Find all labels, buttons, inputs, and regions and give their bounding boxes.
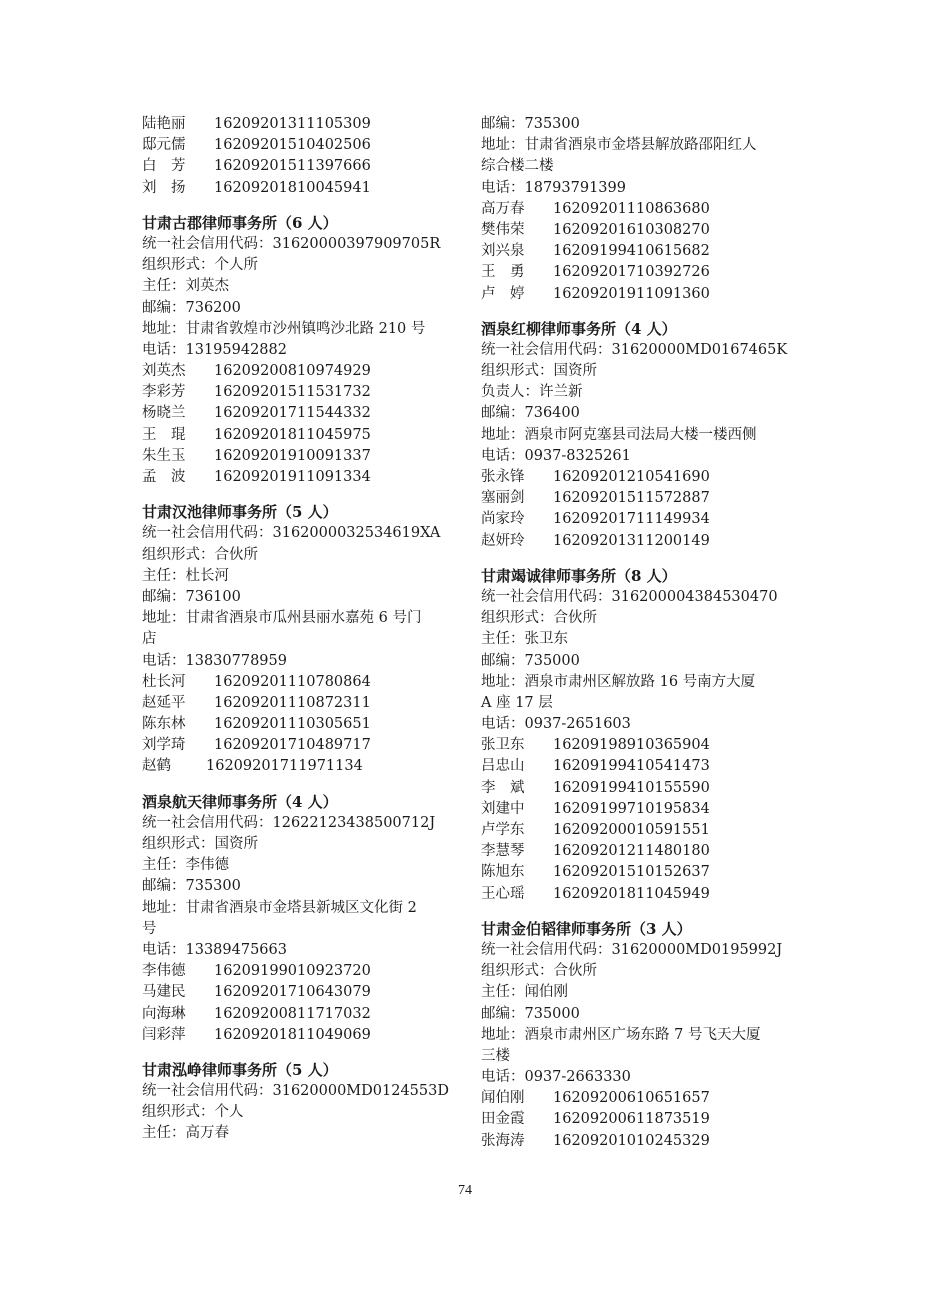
- license-number: 16209200010591551: [553, 822, 710, 838]
- license-number: 16209201710489717: [214, 737, 371, 754]
- lawyer-row: [481, 220, 801, 241]
- license-number: 16209201311105309: [214, 116, 371, 132]
- firm-info-line: 组织形式：合伙所: [142, 546, 258, 563]
- firm-info-line: 电话：0937-8325261: [481, 447, 631, 464]
- firm-info-line: 电话：18793791399: [481, 179, 626, 196]
- license-number: 16209201710643079: [214, 984, 371, 1001]
- firm-heading: 甘肃竭诚律师事务所（8 人）: [481, 566, 677, 585]
- lawyer-name: 闻伯刚: [481, 1090, 525, 1107]
- lawyer-row: [142, 114, 462, 135]
- page-number: 74: [458, 1183, 472, 1198]
- firm-heading: 甘肃古郡律师事务所（6 人）: [142, 213, 338, 232]
- lawyer-name: 杨晓兰: [142, 405, 186, 422]
- firm-info-line: 主任：杜长河: [142, 567, 229, 584]
- lawyer-row: [142, 714, 462, 735]
- license-number: 16209201811049069: [214, 1026, 371, 1043]
- left-column: [142, 114, 462, 1145]
- lawyer-row: [481, 1109, 801, 1130]
- lawyer-row: [481, 488, 801, 509]
- firm-info-line: 主任：高万春: [142, 1125, 229, 1142]
- lawyer-row: [142, 425, 462, 446]
- lawyer-row: [142, 467, 462, 488]
- firm-info-line: 电话：0937-2663330: [481, 1069, 631, 1086]
- firm-info-line: 综合楼二楼: [481, 158, 554, 175]
- lawyer-name: 王心瑶: [481, 885, 525, 902]
- lawyer-name: 向海琳: [142, 1005, 186, 1022]
- lawyer-row: [481, 509, 801, 530]
- license-number: 16209201710392726: [553, 264, 710, 281]
- lawyer-name: 马建民: [142, 984, 186, 1001]
- firm-heading: 酒泉航天律师事务所（4 人）: [142, 792, 338, 811]
- lawyer-name: 李彩芳: [142, 384, 186, 401]
- lawyer-row: [481, 884, 801, 905]
- license-number: 16209201610308270: [553, 221, 710, 238]
- firm-info-line: 统一社会信用代码：31620000397909705R: [142, 235, 441, 252]
- firm-info-line: 地址：甘肃省酒泉市瓜州县丽水嘉苑 6 号门: [142, 610, 422, 627]
- lawyer-name: 刘兴泉: [481, 243, 525, 260]
- firm-info-line: 统一社会信用代码：31620000MD0195992J: [481, 941, 783, 958]
- license-number: 16209201711544332: [214, 405, 371, 422]
- firm-info-line: 统一社会信用代码：31620000MD0167465K: [481, 341, 788, 358]
- lawyer-row: [481, 799, 801, 820]
- lawyer-row: [142, 1004, 462, 1025]
- lawyer-row: [142, 961, 462, 982]
- license-number: 16209199410541473: [553, 758, 710, 775]
- lawyer-row: [142, 403, 462, 424]
- section-spacer: [142, 199, 462, 213]
- firm-heading: 甘肃泓峥律师事务所（5 人）: [142, 1060, 338, 1079]
- lawyer-name: 高万春: [481, 200, 525, 217]
- lawyer-name: 卢 婷: [481, 285, 525, 302]
- firm-info-line: 电话：13389475663: [142, 941, 287, 958]
- firm-info-line: 邮编：735000: [481, 652, 580, 669]
- firm-info-line: 负责人：许兰新: [481, 384, 583, 401]
- lawyer-name: 李伟德: [142, 963, 186, 980]
- lawyer-row: [142, 382, 462, 403]
- lawyer-row: [142, 135, 462, 156]
- firm-info-line: 邮编：735300: [142, 878, 241, 895]
- firm-info-line: 组织形式：国资所: [481, 363, 597, 380]
- lawyer-row: [142, 735, 462, 756]
- license-number: 16209201110863680: [553, 200, 710, 217]
- lawyer-name: 吕忠山: [481, 758, 525, 775]
- license-number: 16209201110305651: [214, 716, 371, 733]
- license-number: 16209201311200149: [553, 532, 710, 549]
- section-spacer: [142, 488, 462, 502]
- lawyer-row: [481, 735, 801, 756]
- firm-info-line: 电话：13830778959: [142, 652, 287, 669]
- firm-info-line: 店: [142, 631, 157, 648]
- firm-heading: 酒泉红柳律师事务所（4 人）: [481, 319, 677, 338]
- lawyer-name: 卢学东: [481, 822, 525, 838]
- firm-info-line: 电话：0937-2651603: [481, 716, 631, 733]
- firm-info-line: 组织形式：国资所: [142, 836, 258, 852]
- firm-info-line: 主任：李伟德: [142, 857, 229, 874]
- firm-info-line: 地址：甘肃省敦煌市沙州镇鸣沙北路 210 号: [142, 320, 426, 337]
- lawyer-row: [481, 284, 801, 305]
- firm-info-line: 统一社会信用代码：3162000032534619XA: [142, 525, 441, 542]
- firm-info-line: 邮编：736200: [142, 299, 241, 316]
- lawyer-name: 张海涛: [481, 1132, 525, 1149]
- lawyer-name: 尚家玲: [481, 511, 525, 528]
- lawyer-name: 朱生玉: [142, 447, 186, 464]
- license-number: 16209200611873519: [553, 1111, 710, 1128]
- lawyer-name: 赵妍玲: [481, 532, 525, 549]
- license-number: 16209201511572887: [553, 490, 710, 507]
- lawyer-row: [481, 467, 801, 488]
- firm-info-line: 电话：13195942882: [142, 341, 287, 358]
- license-number: 16209201811045975: [214, 426, 371, 443]
- firm-info-line: 三楼: [481, 1047, 510, 1064]
- lawyer-name: 陈旭东: [481, 864, 525, 881]
- section-spacer: [481, 305, 801, 319]
- firm-info-line: 统一社会信用代码：31620000MD0124553D: [142, 1083, 449, 1100]
- lawyer-name: 刘建中: [481, 800, 525, 817]
- section-spacer: [481, 905, 801, 919]
- lawyer-name: 王 勇: [481, 264, 525, 281]
- lawyer-row: [142, 693, 462, 714]
- firm-info-line: 地址：酒泉市肃州区解放路 16 号南方大厦: [481, 673, 756, 690]
- firm-heading: 甘肃金伯韬律师事务所（3 人）: [481, 919, 692, 938]
- license-number: 16209201511397666: [214, 158, 371, 175]
- firm-info-line: 组织形式：合伙所: [481, 963, 597, 980]
- license-number: 16209198910365904: [553, 737, 710, 754]
- lawyer-name: 李慧琴: [481, 843, 525, 860]
- lawyer-row: [481, 531, 801, 552]
- firm-info-line: 地址：甘肃省酒泉市金塔县新城区文化街 2: [142, 899, 417, 916]
- lawyer-row: [481, 778, 801, 799]
- license-number: 16209201010245329: [553, 1132, 710, 1149]
- lawyer-name: 樊伟荣: [481, 221, 525, 238]
- right-column: [481, 114, 801, 1152]
- license-number: 16209201911091334: [214, 469, 371, 485]
- lawyer-name: 白 芳: [142, 158, 186, 175]
- firm-info-line: 主任：刘英杰: [142, 278, 229, 295]
- lawyer-name: 刘学琦: [142, 737, 186, 754]
- lawyer-name: 塞丽剑: [481, 490, 525, 507]
- lawyer-name: 赵鹤: [142, 758, 171, 775]
- license-number: 16209201110780864: [214, 673, 371, 690]
- lawyer-name: 陆艳丽: [142, 116, 186, 132]
- license-number: 16209201210541690: [553, 469, 710, 485]
- lawyer-row: [481, 862, 801, 883]
- lawyer-name: 邸元儒: [142, 137, 186, 154]
- lawyer-row: [142, 756, 462, 777]
- license-number: 16209201711149934: [553, 511, 710, 528]
- firm-info-line: 主任：闻伯刚: [481, 984, 568, 1001]
- lawyer-row: [142, 672, 462, 693]
- license-number: 16209201910091337: [214, 447, 371, 464]
- license-number: 16209201211480180: [553, 843, 710, 860]
- lawyer-row: [142, 361, 462, 382]
- firm-info-line: 号: [142, 920, 157, 937]
- lawyer-row: [481, 1131, 801, 1152]
- firm-info-line: 组织形式：个人所: [142, 257, 258, 274]
- firm-info-line: 主任：张卫东: [481, 631, 568, 648]
- lawyer-name: 孟 波: [142, 469, 186, 485]
- license-number: 16209199010923720: [214, 963, 371, 980]
- license-number: 16209201911091360: [553, 285, 710, 302]
- firm-info-line: 组织形式：合伙所: [481, 610, 597, 627]
- lawyer-name: 刘 扬: [142, 179, 186, 196]
- license-number: 16209199410155590: [553, 779, 710, 796]
- lawyer-row: [142, 178, 462, 199]
- lawyer-row: [481, 241, 801, 262]
- firm-info-line: 地址：甘肃省酒泉市金塔县解放路邵阳红人: [481, 137, 757, 154]
- firm-info-line: 邮编：735300: [481, 116, 580, 132]
- lawyer-name: 张卫东: [481, 737, 525, 754]
- firm-info-line: 统一社会信用代码：12622123438500712J: [142, 814, 436, 831]
- firm-info-line: 地址：酒泉市阿克塞县司法局大楼一楼西侧: [481, 426, 757, 443]
- license-number: 16209199410615682: [553, 243, 710, 260]
- license-number: 16209201510402506: [214, 137, 371, 154]
- lawyer-name: 王 琨: [142, 426, 186, 443]
- lawyer-name: 赵延平: [142, 694, 186, 711]
- section-spacer: [142, 778, 462, 792]
- lawyer-row: [481, 756, 801, 777]
- lawyer-name: 陈东林: [142, 716, 186, 733]
- license-number: 16209201110872311: [214, 694, 371, 711]
- lawyer-row: [481, 841, 801, 862]
- lawyer-name: 杜长河: [142, 673, 186, 690]
- license-number: 16209201511531732: [214, 384, 371, 401]
- firm-info-line: 组织形式：个人: [142, 1104, 244, 1121]
- lawyer-name: 李 斌: [481, 779, 525, 796]
- lawyer-row: [481, 1088, 801, 1109]
- lawyer-name: 田金霞: [481, 1111, 525, 1128]
- lawyer-row: [142, 156, 462, 177]
- lawyer-name: 闫彩萍: [142, 1026, 186, 1043]
- lawyer-row: [481, 820, 801, 841]
- lawyer-row: [142, 446, 462, 467]
- license-number: 16209201810045941: [214, 179, 371, 196]
- firm-info-line: 地址：酒泉市肃州区广场东路 7 号飞天大厦: [481, 1026, 761, 1043]
- section-spacer: [142, 1046, 462, 1060]
- lawyer-name: 刘英杰: [142, 363, 186, 380]
- firm-info-line: 邮编：736400: [481, 405, 580, 422]
- license-number: 16209199710195834: [553, 800, 710, 817]
- license-number: 16209200610651657: [553, 1090, 710, 1107]
- lawyer-row: [481, 199, 801, 220]
- license-number: 16209200810974929: [214, 363, 371, 380]
- license-number: 16209201510152637: [553, 864, 710, 881]
- lawyer-row: [142, 982, 462, 1003]
- lawyer-row: [142, 1025, 462, 1046]
- firm-info-line: A 座 17 层: [481, 694, 553, 711]
- license-number: 16209201811045949: [553, 885, 710, 902]
- lawyer-name: 张永锋: [481, 469, 525, 485]
- firm-info-line: 邮编：735000: [481, 1005, 580, 1022]
- lawyer-row: [481, 262, 801, 283]
- firm-info-line: 邮编：736100: [142, 588, 241, 605]
- firm-info-line: 统一社会信用代码：316200004384530470: [481, 588, 778, 605]
- section-spacer: [481, 552, 801, 566]
- license-number: 16209201711971134: [206, 758, 363, 775]
- firm-heading: 甘肃汉池律师事务所（5 人）: [142, 503, 338, 522]
- license-number: 16209200811717032: [214, 1005, 371, 1022]
